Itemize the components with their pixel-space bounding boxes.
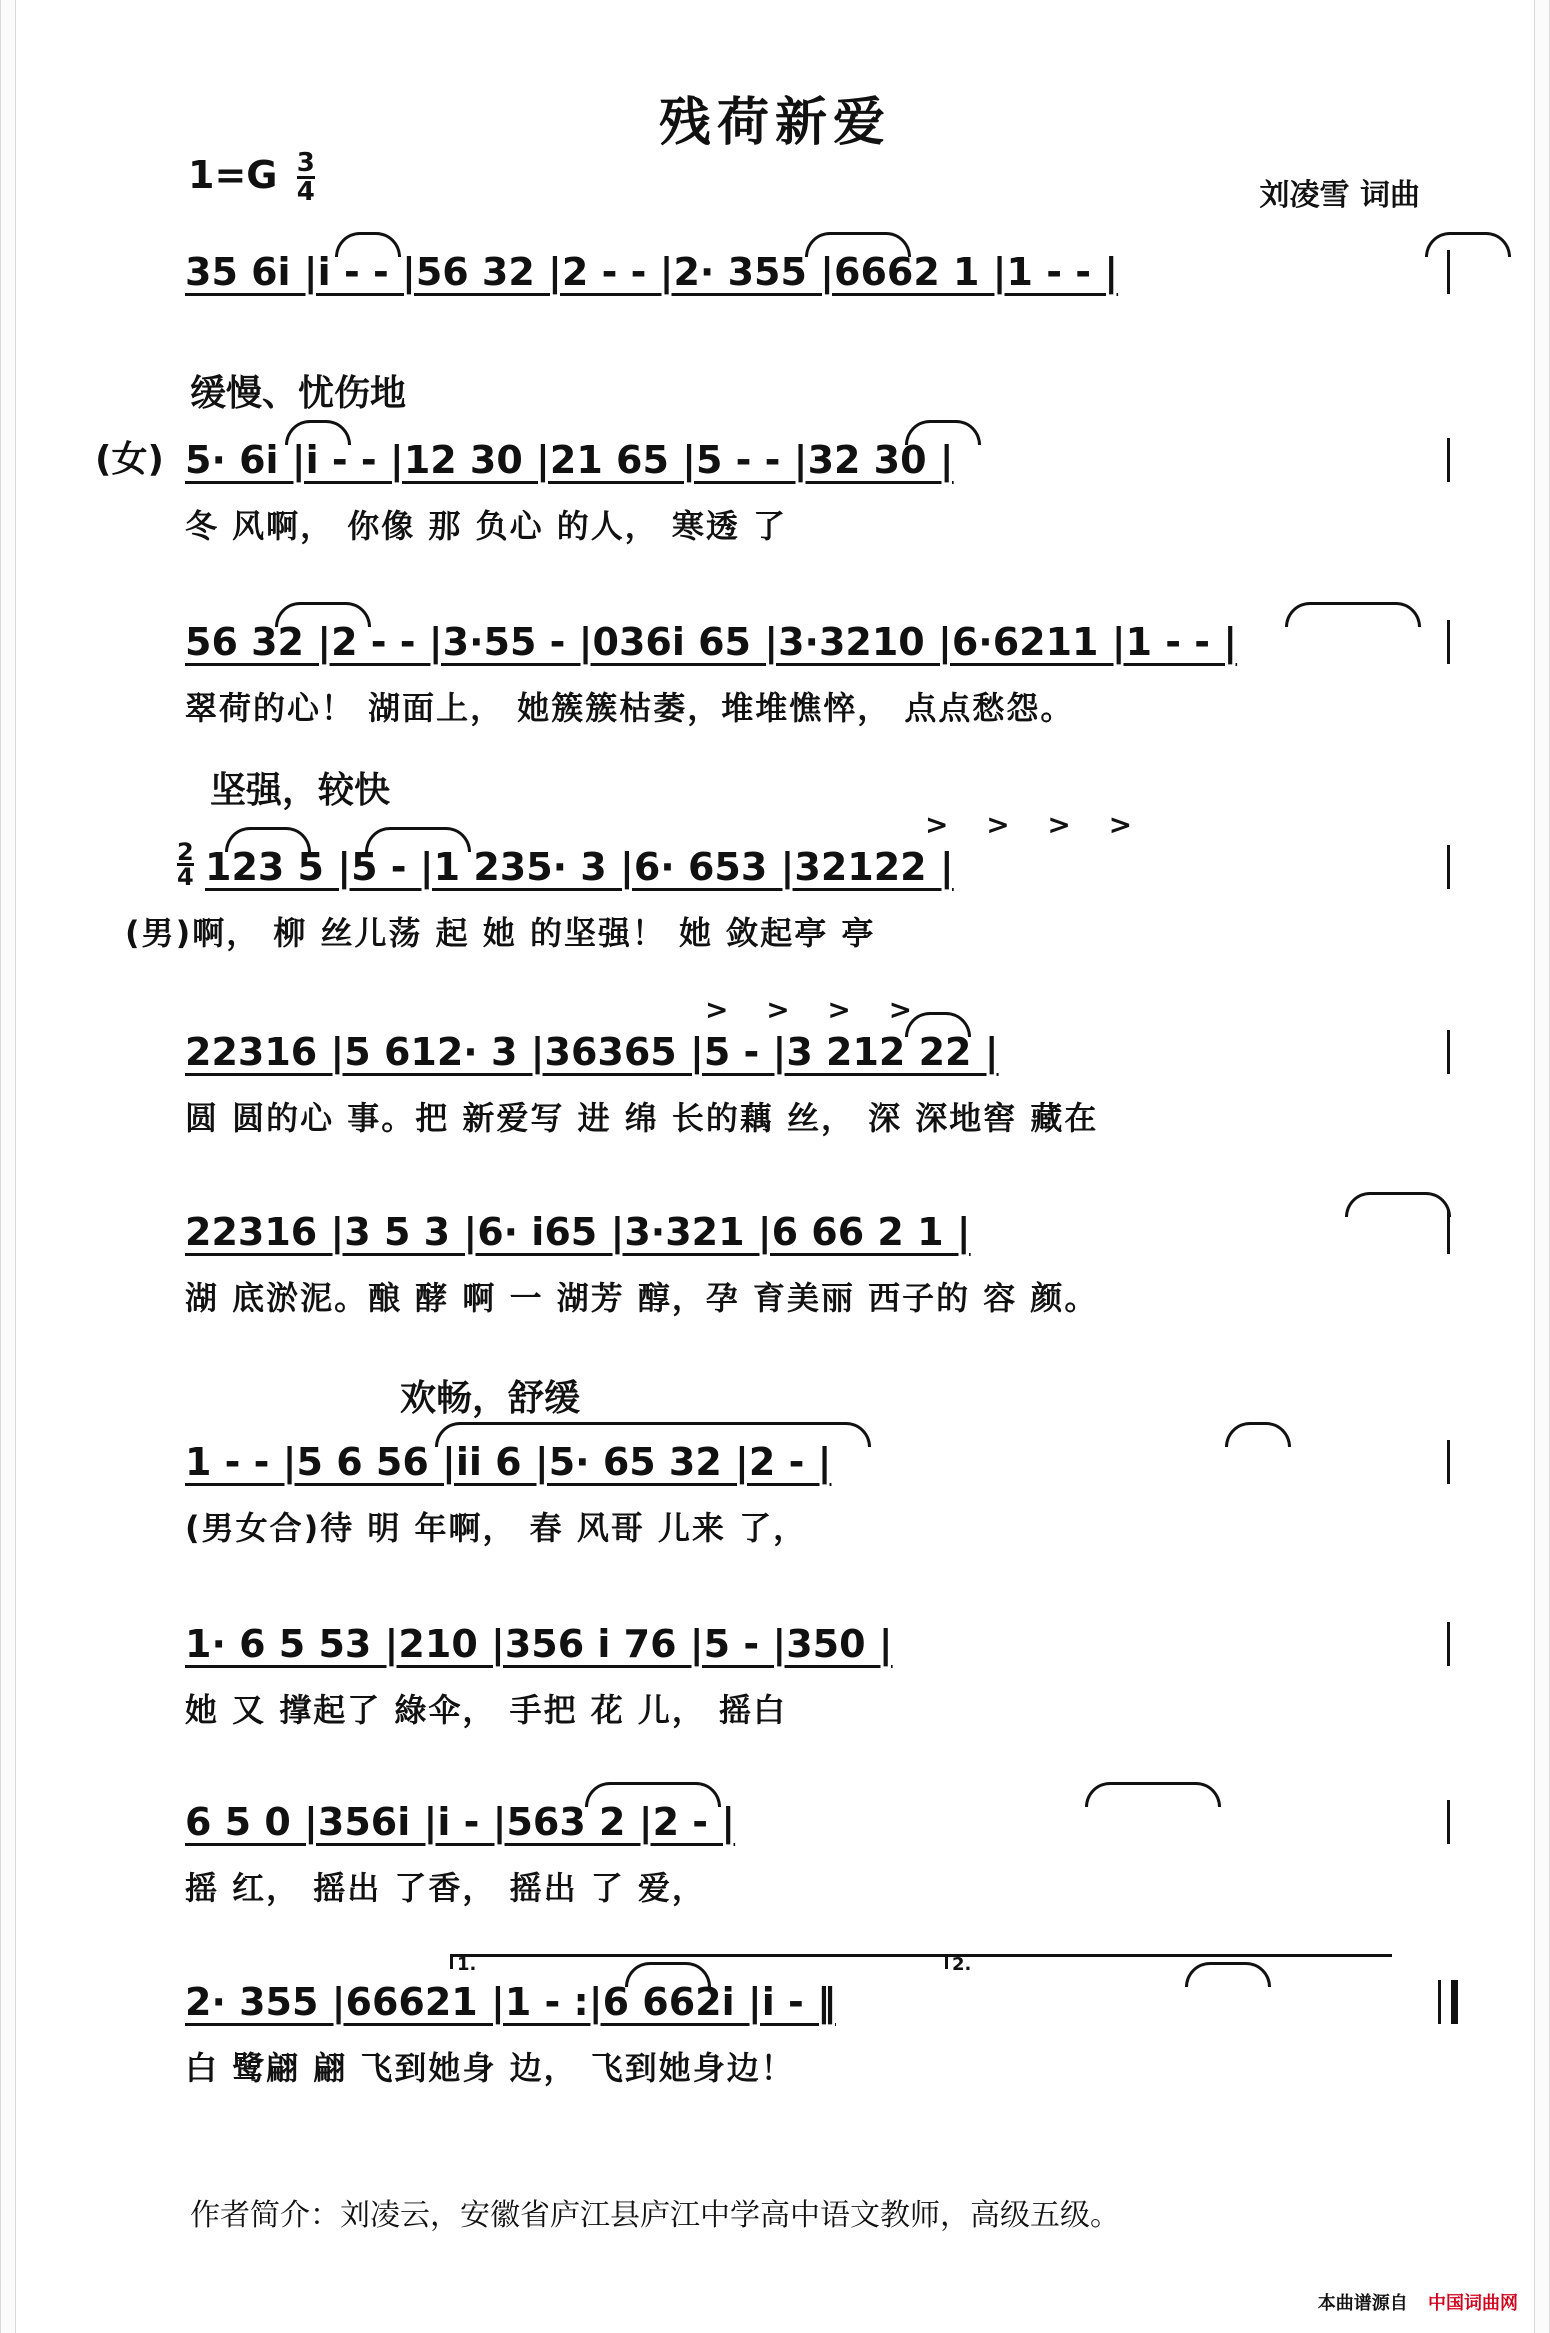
notation [185,1790,1450,1854]
tie-mark [1225,1422,1291,1447]
barline [1447,1030,1450,1074]
score-line [125,808,1450,952]
accent-marks: > > > > [925,808,1147,841]
lyrics-text: 湖 底淤泥。酿 酵 啊 一 湖芳 醇，孕 育美丽 西子的 容 颜。 [185,1279,1099,1317]
lyrics-text: 冬 风啊， 你像 那 负心 的人， 寒透 了 [185,507,787,545]
score-line [185,1954,1450,2087]
score-line [185,1200,1450,1317]
notation [205,808,1450,899]
page-edge-left [0,0,16,2333]
time-signature [297,150,315,205]
barline [1447,845,1450,889]
notes-text: 2· 355 |66621 |1 - :|6 662i |i - ‖ [185,1980,836,2024]
tie-mark [905,1012,971,1037]
page-edge-right [1534,0,1550,2333]
notes-text: 123 5 |5 - |1 235· 3 |6· 653 |32122 | [205,845,954,889]
tie-mark [365,827,471,852]
tie-mark [1285,602,1421,627]
notation [185,1954,1450,2034]
notes-text: 5· 6i |i - - |12 30 |21 65 |5 - - |32 30 | [185,438,954,482]
lyrics-text: (男女合)待 明 年啊， 春 风哥 儿来 了， [185,1509,808,1547]
final-barline [1438,1980,1458,2024]
song-title: 残荷新爱 [658,93,891,153]
tie-mark [285,420,351,445]
notation [185,610,1450,674]
notation [185,993,1450,1084]
notes-text: 6 5 0 |356i |i - |563 2 |2 - | [185,1800,736,1844]
tie-mark [275,602,371,627]
part-label-female: (女) [95,439,164,480]
score-line [185,240,1450,304]
lyrics-text: (男)啊， 柳 丝儿荡 起 她 的坚强！ 她 敛起亭 亭 [125,914,876,952]
tie-mark [335,232,401,257]
lyrics-text: 白 鹭翩 翩 飞到她身 边， 飞到她身边！ [185,2049,795,2087]
notation [185,240,1450,304]
tie-mark [805,232,911,257]
notation [185,1200,1450,1264]
score-line [185,1612,1450,1729]
source-site-link[interactable]: 中国词曲网 [1428,2293,1518,2314]
tie-mark [1085,1782,1221,1807]
time-signature-bottom: 4 [296,177,315,207]
tie-mark [585,1782,721,1807]
notes-text: 22316 |3 5 3 |6· i65 |3·321 |6 66 2 1 | [185,1210,971,1254]
notation [185,1430,1450,1494]
tie-mark [905,420,981,445]
tie-mark [1425,232,1511,257]
author-bio: 作者简介：刘凌云，安徽省庐江县庐江中学高中语文教师，高级五级。 [190,2198,1120,2233]
barline [1447,1622,1450,1666]
barline [1447,1800,1450,1844]
score-line [185,993,1450,1137]
notes-text: 1· 6 5 53 |210 |356 i 76 |5 - |350 | [185,1622,893,1666]
source-text: 本曲谱源自 [1317,2293,1408,2314]
notation [185,1612,1450,1676]
time-signature-top: 2 [177,838,194,866]
tempo-marking: 缓慢、忧伤地 [190,373,407,414]
score-line [185,1430,1450,1547]
time-signature-change [177,838,194,891]
score-line [185,1790,1450,1907]
notes-text: 35 6i |i - - |56 32 |2 - - |2· 355 |6662 1 |1 - - | [185,250,1119,294]
key-signature [188,150,315,205]
lyrics-text: 摇 红， 摇出 了香， 摇出 了 爱， [185,1869,706,1907]
notes-text: 56 32 |2 - - |3·55 - |036i 65 |3·3210 |6·6211 |1 - - | [185,620,1238,664]
source-footer [1318,2289,1518,2315]
tie-mark [225,827,311,852]
score-line [185,610,1450,727]
author-credit: 刘凌雪 词曲 [1259,178,1420,213]
volta-bracket-2: 2. [945,1954,1392,1969]
barline [1447,1440,1450,1484]
volta-bracket-1: 1. [450,1954,1097,1969]
tie-mark [435,1422,871,1447]
barline [1447,438,1450,482]
notes-text: 22316 |5 612· 3 |36365 |5 - |3 212 22 | [185,1030,999,1074]
tempo-marking: 坚强，较快 [210,770,391,811]
notes-text: 1 - - |5 6 56 |ii 6 |5· 65 32 |2 - | [185,1440,832,1484]
tie-mark [625,1962,711,1987]
time-signature-top: 3 [296,148,315,178]
accent-marks: > > > > [705,993,927,1026]
time-signature-bottom: 4 [177,863,194,891]
lyrics-text: 她 又 撑起了 綠伞， 手把 花 儿， 摇白 [185,1691,787,1729]
tie-mark [1345,1192,1451,1217]
tie-mark [1185,1962,1271,1987]
lyrics-text: 圆 圆的心 事。把 新爱写 进 绵 长的藕 丝， 深 深地窖 藏在 [185,1099,1099,1137]
lyrics-text: 翠荷的心！ 湖面上， 她簇簇枯萎，堆堆憔悴， 点点愁怨。 [185,689,1075,727]
key-text: 1=G [188,153,278,197]
score-line [95,428,1450,545]
barline [1447,620,1450,664]
tempo-marking: 欢畅，舒缓 [400,1378,581,1419]
notation [185,428,1450,492]
